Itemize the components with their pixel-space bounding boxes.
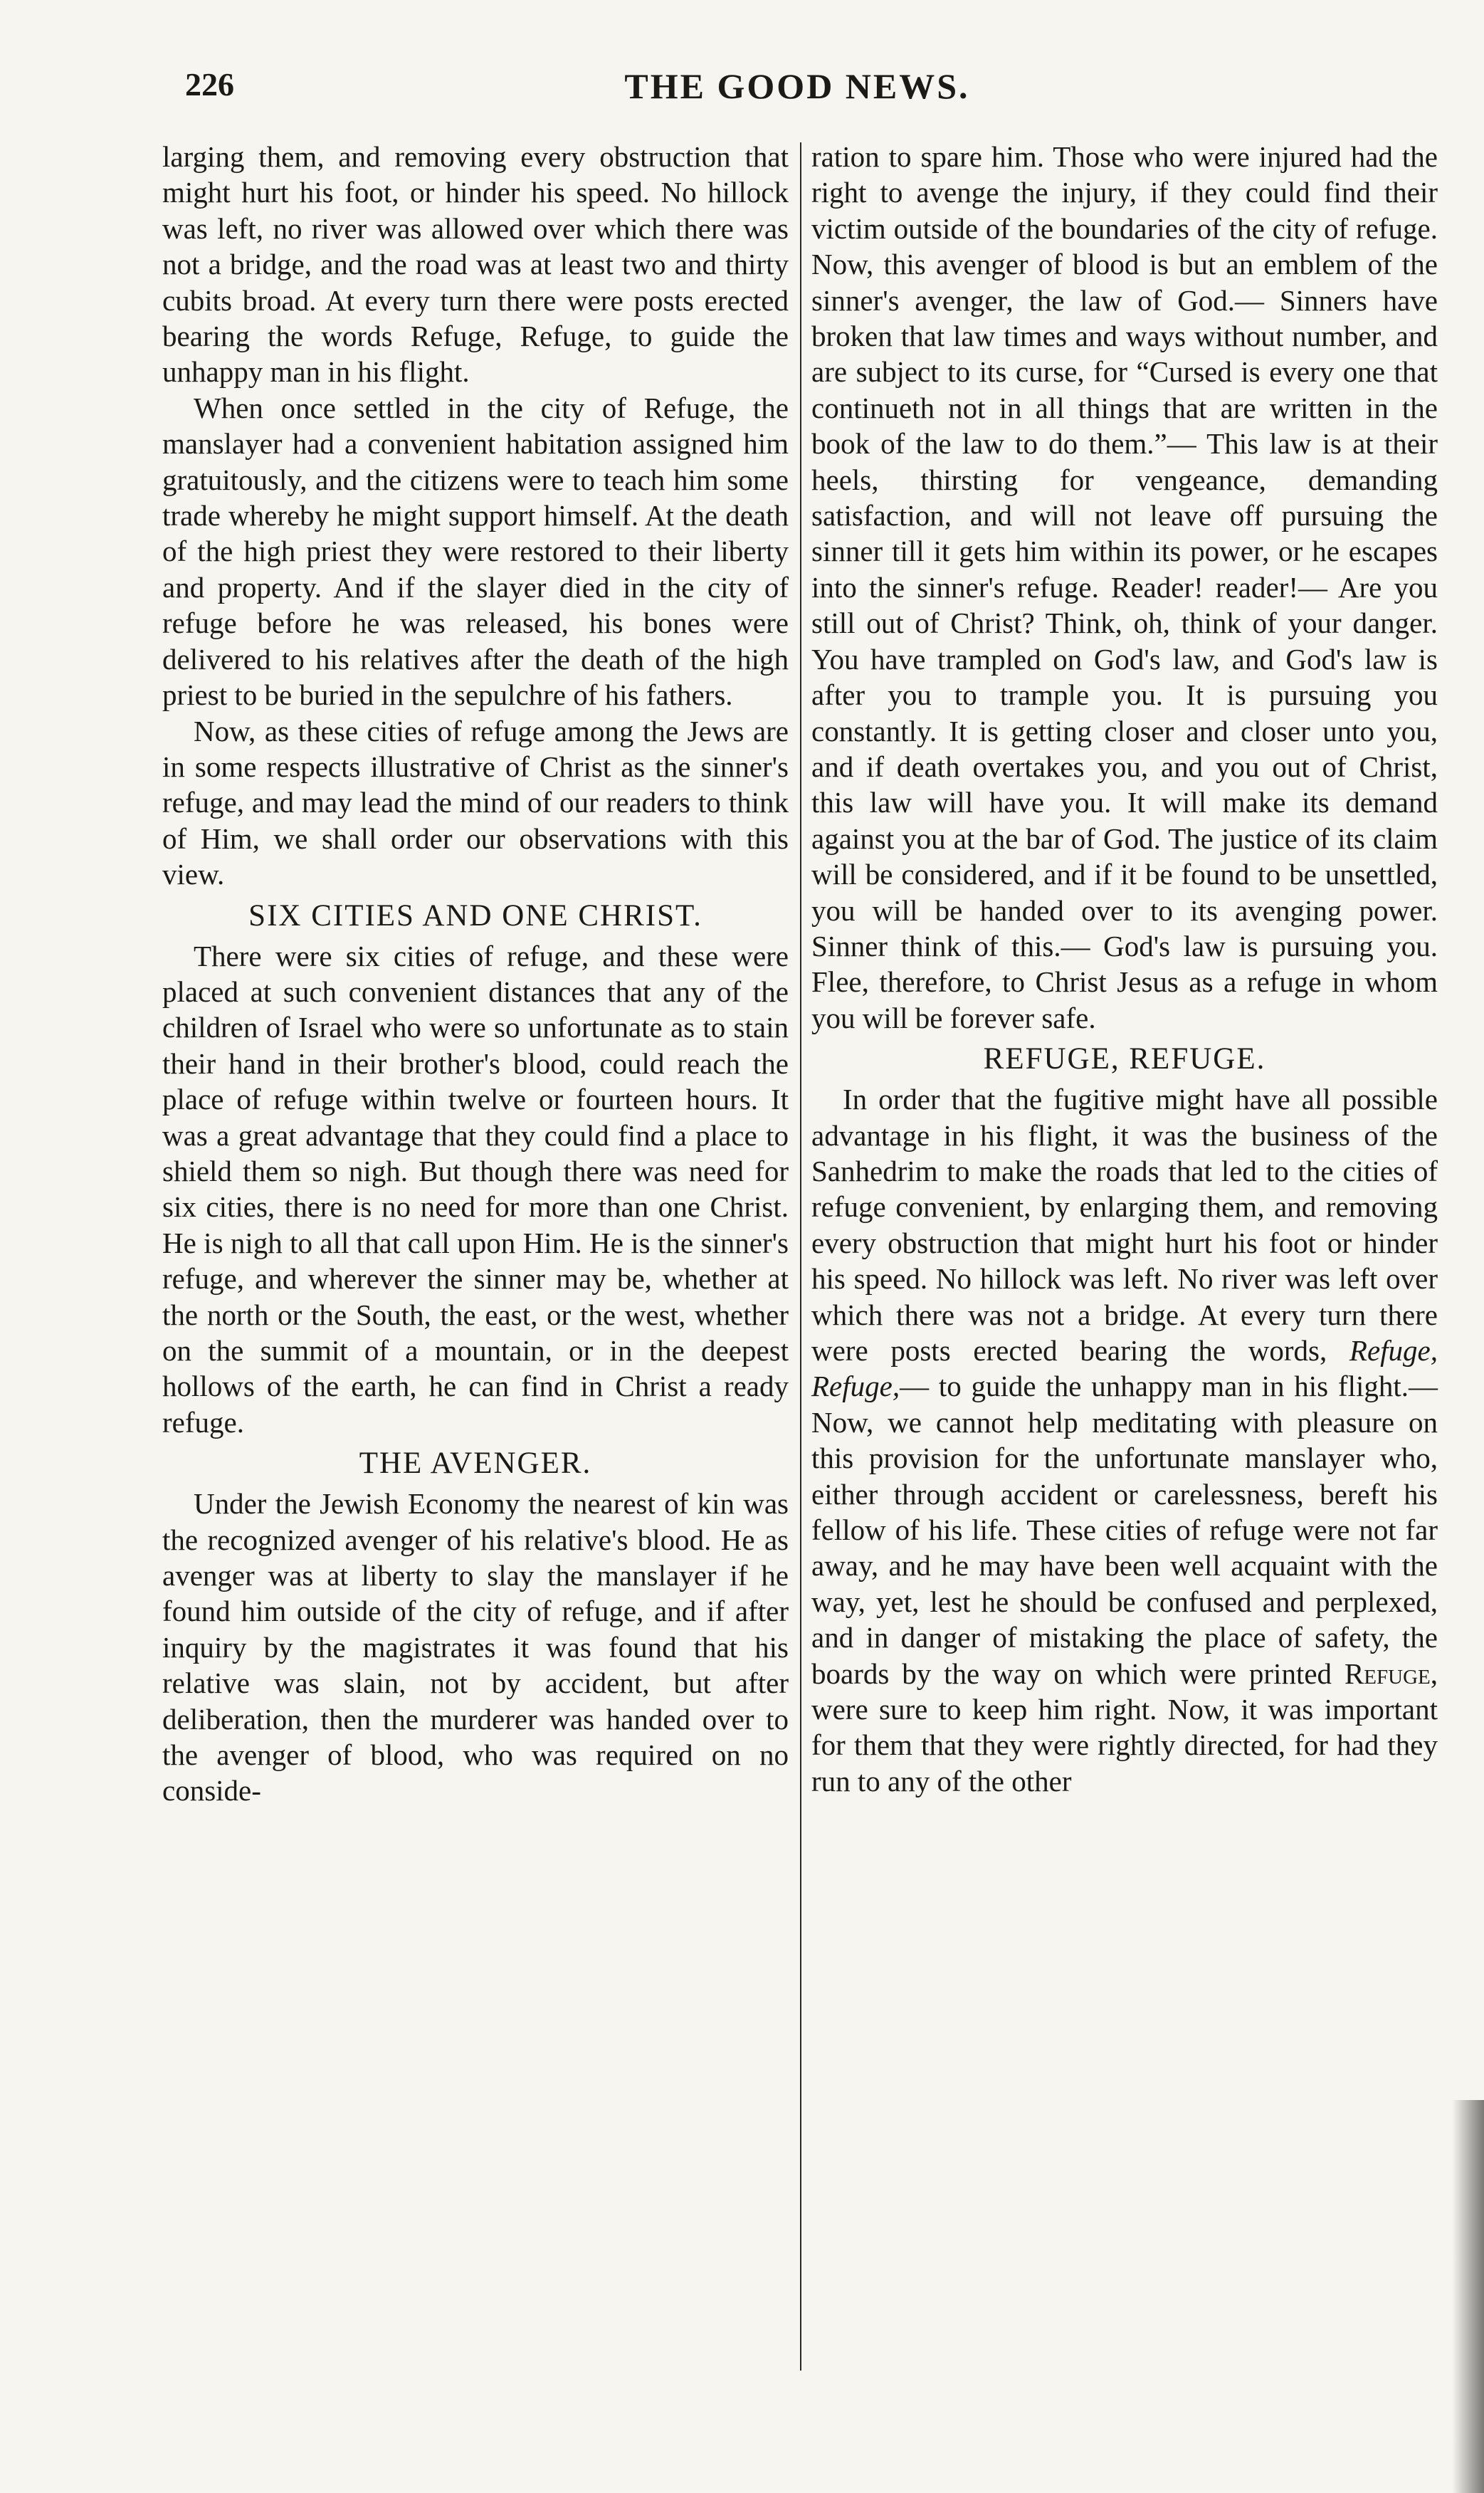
left-column: [162, 139, 789, 1809]
paragraph: larging them, and removing every obstruction that might hurt his foot, or hinder his speed. No hillock was left, no river was allowed over which there was not a bridge, and the road was at least two and thirty cubits broad. At every turn there were posts erected bearing the words Refuge, Refuge, to guide the unhappy man in his flight.: [162, 140, 789, 389]
paragraph: [811, 1081, 1438, 1799]
italic-text: Refuge, Refuge,: [811, 1334, 1438, 1403]
paragraph: Now, as these cities of refuge among the Jews are in some respects illustrative of Christ as the sinner's refuge, and may lead the mind of our readers to think of Him, we shall order our observations with this view.: [162, 714, 789, 891]
small-caps-text: Refuge,: [1344, 1657, 1438, 1690]
paragraph: ration to spare him. Those who were injured had the right to avenge the injury, if they could find their victim outside of the boundaries of the city of refuge. Now, this avenger of blood is but an emblem of the sinner's avenger, the law of God.— Sinners have broken that law times and ways without number, and are subject to its curse, for “Cursed is every one that continueth not in all things that are written in the book of the law to do them.”— This law is at their heels, thirsting for vengeance, demanding satisfaction, and will not leave off pursuing the sinner till it gets him within its power, or he escapes into the sinner's refuge. Reader! reader!— Are you still out of Christ? Think, oh, think of your danger. You have trampled on God's law, and God's law is after you to trample you. It is pursuing you constantly. It is getting closer and closer unto you, and if death overtakes you, and you out of Christ, this law will have you. It will make its demand against you at the bar of God. The justice of its claim will be considered, and if it be found to be unsettled, you will be handed over to its avenging power. Sinner think of this.— God's law is pursuing you. Flee, therefore, to Christ Jesus as a refuge in whom you will be forever safe.: [811, 140, 1438, 1034]
paragraph: Under the Jewish Economy the nearest of kin was the recognized avenger of his relative's blood. He as avenger was at liberty to slay the manslayer if he found him outside of the city of refuge, and if after inquiry by the magistrates it was found that his relative was slain, not by accident, but after deliberation, then the murderer was handed over to the avenger of blood, who was required on no conside-: [162, 1487, 789, 1807]
page-header: [160, 65, 1434, 115]
running-title: THE GOOD NEWS.: [624, 66, 970, 106]
section-heading: REFUGE, REFUGE.: [983, 1042, 1266, 1076]
paragraph-text: In order that the fugitive might have all possible advantage in his flight, it was the business of the Sanhedrim to make the roads that led to the cities of refuge convenient, by enlarging them, and removing every obstruction that might hurt his foot or hinder his speed. No hillock was left. No river was left over which there was not a bridge. At every turn there were posts erected bearing the words,: [811, 1083, 1438, 1367]
section-heading: SIX CITIES AND ONE CHRIST.: [248, 898, 702, 933]
page-edge-shadow: [1452, 2100, 1484, 2493]
section-heading: THE AVENGER.: [359, 1447, 592, 1481]
paragraph-text: were sure to keep him right. Now, it was important for them that they were rightly directed, for had they run to any of the other: [811, 1693, 1438, 1797]
paragraph: When once settled in the city of Refuge, the manslayer had a convenient habitation assigned him gratuitously, and the citizens were to teach him some trade whereby he might support himself. At the death of the high priest they were restored to their liberty and property. And if the slayer died in the city of refuge before he was released, his bones were delivered to his relatives after the death of the high priest to be buried in the sepulchre of his fathers.: [162, 391, 789, 712]
page-number: 226: [185, 66, 234, 103]
paragraph-text: — to guide the unhappy man in his flight.— Now, we cannot help meditating with pleasure on this provision for the unfortunate manslayer who, either through accident or carelessness, bereft his fellow of his life. These cities of refuge were not far away, and he may have been well acquaint with the way, yet, lest he should be confused and perplexed, and in danger of mistaking the place of safety, the boards by the way on which were printed: [811, 1370, 1438, 1690]
right-column: [811, 139, 1438, 1799]
paragraph: There were six cities of refuge, and these were placed at such convenient distances that any of the children of Israel who were so unfortunate as to stain their hand in their brother's blood, could reach the place of refuge within twelve or fourteen hours. It was a great advantage that they could find a place to shield them so nigh. But though there was need for six cities, there is no need for more than one Christ. He is nigh to all that call upon Him. He is the sinner's refuge, and wherever the sinner may be, whether at the north or the South, the east, or the west, whether on the summit of a mountain, or in the deepest hollows of the earth, he can find in Christ a ready refuge.: [162, 939, 789, 1439]
column-divider: [800, 142, 801, 2371]
